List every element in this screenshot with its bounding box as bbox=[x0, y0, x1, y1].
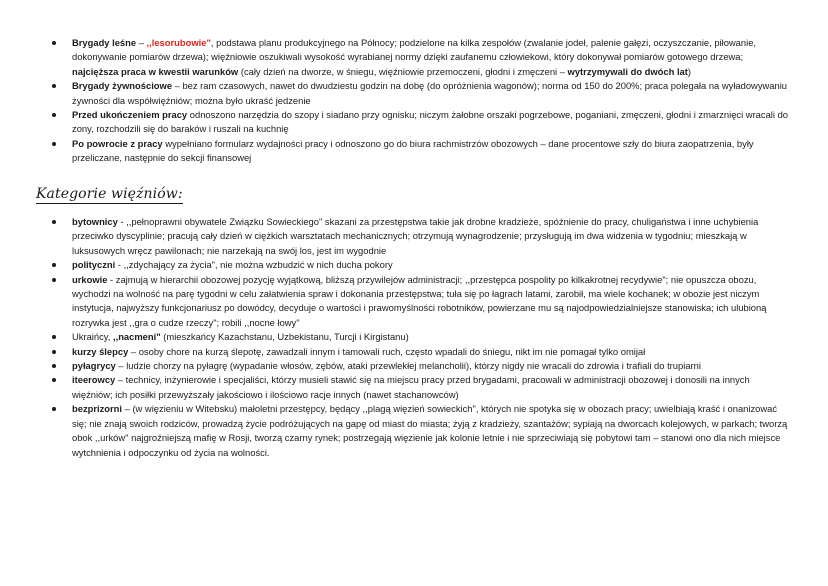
bold-term: Brygady leśne bbox=[72, 37, 137, 48]
bullet-icon bbox=[52, 278, 56, 282]
list-item bbox=[52, 373, 792, 402]
list-item bbox=[52, 359, 792, 373]
text-run: – ludzie chorzy na pyłagrę (wypadanie włosów, zębów, ataki przewlekłej melancholii), którzy nigdy nie wracali do zdrowia i trafiali do trupiarni bbox=[115, 360, 701, 372]
bullet-icon bbox=[52, 113, 56, 117]
bullet-icon bbox=[52, 263, 56, 267]
bold-term: pyłagrycy bbox=[72, 360, 116, 372]
section-heading-text: Kategorie więźniów: bbox=[36, 186, 183, 202]
text-run: , podstawa planu produkcyjnego na Północy; podzielone na kilka zespołów (zwalanie jodeł, palenie gałęzi, oczyszczanie, piłowanie, dokonywanie pomiarów drzewa); więźniowie oszukiwali wysokość wyrabianej normy dzięki zaufanemu człowiekowi, który dokonywał pomiarów gotowego drzewa; bbox=[72, 37, 757, 63]
list-item bbox=[52, 108, 792, 137]
text-run: (mieszkańcy Kazachstanu, Uzbekistanu, Turcji i Kirgistanu) bbox=[160, 331, 409, 343]
text-run: Ukraińcy, bbox=[72, 331, 113, 343]
text-run: – bbox=[136, 37, 147, 48]
bullet-icon bbox=[52, 84, 56, 88]
text-run: ) bbox=[687, 65, 692, 77]
bullet-icon bbox=[52, 350, 56, 354]
bullet-icon bbox=[52, 220, 56, 224]
text-run: – osoby chore na kurzą ślepotę, zawadzali innym i tamowali ruch, często wpadali do śniegu, nikt im nie pomagał tylko omijał bbox=[128, 345, 646, 357]
section-heading bbox=[36, 186, 183, 202]
bullet-icon bbox=[52, 407, 56, 411]
bold-term: Przed ukończeniem pracy bbox=[72, 109, 188, 121]
bullet-icon bbox=[52, 142, 56, 146]
bold-term: ,,nacmeni" bbox=[112, 331, 161, 343]
text-run: - zajmują w hierarchii obozowej pozycję wyjątkową, bliższą przywilejów administracji; ,,przestępca pospolity po kilkakrotnej recydywie"; nie opuszcza obozu, wychodzi na wolność na parę tygodni w celu załatwienia spraw i dokonania przestępstwa; tuła się po łagrach latami, zarobił, ma wiele kochanek; w obozie jest niczym instytucja, najwyższy funkcjonariusz po dowódcy, decyduje o wartości i prawomyślności robotników, powierzane mu są najodpowiedzialniejsze stanowiska; ich ulubioną rozrywka jest ,,gra o cudze rzeczy"; robili ,,nocne łowy" bbox=[72, 273, 767, 328]
bold-term: bytownicy bbox=[72, 216, 118, 227]
bullet-icon bbox=[52, 41, 56, 45]
text-run: - ,,zdychający za życia", nie można wzbudzić w nich ducha pokory bbox=[115, 259, 393, 271]
bullet-icon bbox=[52, 335, 56, 339]
list-item bbox=[52, 258, 792, 272]
list-item bbox=[52, 402, 792, 460]
bold-term: najcięższa praca w kwestii warunków bbox=[72, 65, 239, 77]
list-item bbox=[52, 330, 792, 344]
bold-term: urkowie bbox=[72, 273, 108, 285]
text-run: - ,,pełnoprawni obywatele Związku Sowieckiego" skazani za przestępstwa takie jak drobne kradzieże, spóźnienie do pracy, chuligaństwa i inne uchybienia przeciwko dyscyplinie; pracują cały dzień w ciężkich warsztatach mechanicznych; otrzymują wynagrodzenie; przysługują im dwa widzenia w tygodniu; mieszkają w luksusowych wręcz pawilonach; nie narzekają na swój los, jest im wygodnie bbox=[72, 216, 759, 256]
prisoner-categories-list bbox=[52, 215, 792, 460]
bold-term: iteerowcy bbox=[72, 374, 116, 386]
bold-term: wytrzymywali do dwóch lat bbox=[567, 65, 688, 77]
bold-term: Brygady żywnościowe bbox=[72, 80, 173, 92]
bold-term: bezprizorni bbox=[72, 403, 123, 415]
bold-term: Po powrocie z pracy bbox=[72, 137, 163, 149]
text-run: odnoszono narzędzia do szopy i siadano przy ognisku; niczym żałobne orszaki pogrzebowe, poganiani, zmęczeni, głodni i zmarznięci wracali do zony, rozchodzili się do baraków i ruszali na kuchnię bbox=[72, 109, 788, 135]
text-run: – (w więzieniu w Witebsku) małoletni przestępcy, będący ,,plagą więzień sowieckich", których nie spotyka się w obozach pracy; uwielbiają kraść i onanizować się; nie znają swoich rodziców, prowadzą życie podróżujących na gapę od miast do miasta; żyją z kradzieży, szantażów; sypiają na dworcach kolejowych, w parkach; tworzą obok ,,urków" najgroźniejszą mafię w Rosji, tworzą czarny rynek; postrzegają więzienie jak kolonie letnie i nie sprzeciwiają się pobytowi tam – stanowi ono dla nich miejsce wytchnienia i odpoczynku od życia na wolności. bbox=[72, 403, 788, 458]
text-run: wypełniano formularz wydajności pracy i odnoszono go do biura rachmistrzów obozowych – dane procentowe szły do biura zaopatrzenia, były przeliczane, następnie do sekcji finansowej bbox=[72, 137, 754, 164]
list-item bbox=[52, 79, 792, 108]
bold-term: polityczni bbox=[72, 259, 116, 271]
bullet-icon bbox=[52, 364, 56, 368]
list-item bbox=[52, 215, 792, 258]
bullet-icon bbox=[52, 378, 56, 382]
bold-term: kurzy ślepcy bbox=[72, 345, 129, 357]
bold-term: ,,lesorubowie" bbox=[146, 37, 211, 48]
text-run: – bez ram czasowych, nawet do dwudziestu godzin na dobę (do opróżnienia wagonów); norma od 150 do 200%; praca polegała na wyładowywaniu żywności dla współwięźniów; można było ukraść jedzenie bbox=[72, 80, 787, 106]
text-run: (cały dzień na dworze, w śniegu, więźniowie przemoczeni, głodni i zmęczeni – bbox=[238, 65, 568, 77]
list-item bbox=[52, 36, 792, 79]
list-item bbox=[52, 273, 792, 331]
list-item bbox=[52, 345, 792, 359]
work-brigades-list bbox=[52, 36, 792, 166]
text-run: – technicy, inżynierowie i specjaliści, którzy musieli stawić się na miejscu pracy przed brygadami, pracowali w administracji obozowej i donosili na innych więźniów; ich posiłki przewyższały jakościowo i ilościowo racje innych (nawet stachanowców) bbox=[72, 374, 750, 400]
list-item bbox=[52, 137, 792, 166]
